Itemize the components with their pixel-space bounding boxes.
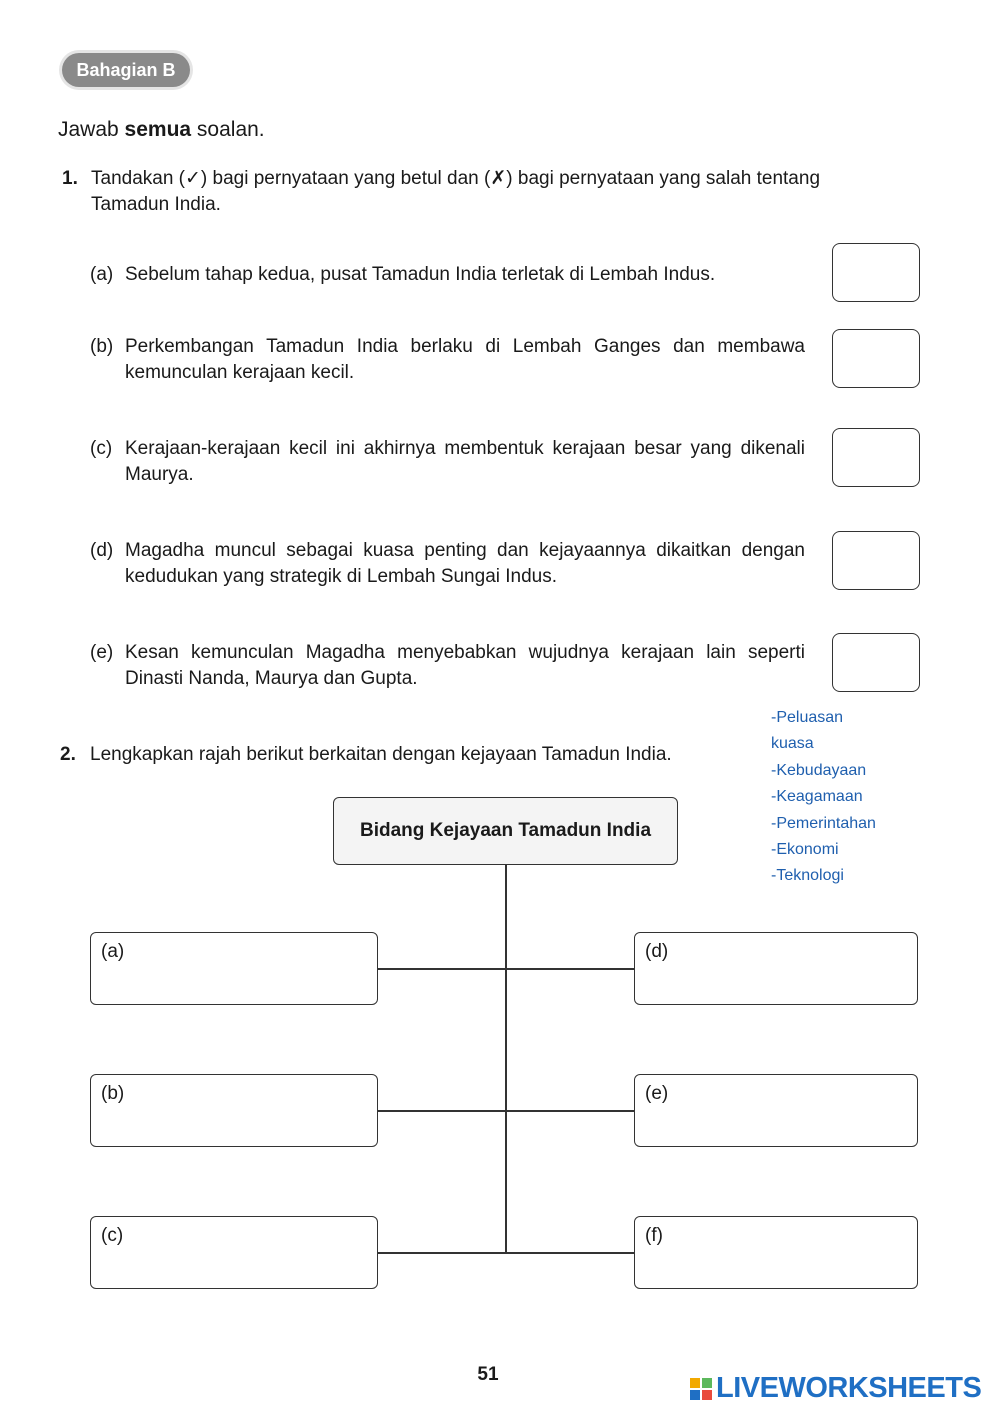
question-1-number: 1. (62, 168, 78, 189)
diagram-connector-row-3 (378, 1252, 634, 1254)
field-label: (a) (101, 941, 125, 962)
answer-box-e[interactable] (832, 633, 920, 692)
diagram-connector-row-1 (378, 968, 634, 970)
word-bank-item: -Kebudayaan (771, 761, 867, 779)
statement-c: (c) Kerajaan-kerajaan kecil ini akhirnya membentuk kerajaan besar yang dikenali Maurya. (90, 438, 805, 485)
answer-field-c[interactable] (90, 1216, 378, 1289)
answer-field-e[interactable] (634, 1074, 918, 1147)
answer-box-b[interactable] (832, 329, 920, 388)
answer-box-d[interactable] (832, 531, 920, 590)
statement-b: (b) Perkembangan Tamadun India berlaku di Lembah Ganges dan membawa kemunculan kerajaan kecil. (90, 336, 805, 383)
field-label: (b) (101, 1083, 125, 1104)
section-badge: Bahagian B (62, 53, 190, 87)
word-bank-item: kuasa (771, 735, 814, 753)
question-2-number: 2. (60, 744, 76, 765)
statement-d: (d) Magadha muncul sebagai kuasa penting dan kejayaannya dikaitkan dengan kedudukan yang strategik di Lembah Sungai Indus. (90, 540, 805, 587)
field-label: (d) (645, 941, 669, 962)
liveworksheets-text: LIVEWORKSHEETS (716, 1372, 982, 1404)
liveworksheets-logo (690, 1372, 981, 1405)
diagram-vertical-connector (505, 865, 507, 1254)
word-bank-item: -Teknologi (771, 867, 844, 885)
field-label: (c) (101, 1225, 124, 1246)
answer-field-f[interactable] (634, 1216, 918, 1289)
logo-square (702, 1390, 712, 1400)
statement-e: (e) Kesan kemunculan Magadha menyebabkan wujudnya kerajaan lain seperti Dinasti Nanda, Maurya dan Gupta. (90, 642, 805, 689)
statement-a: (a) Sebelum tahap kedua, pusat Tamadun India terletak di Lembah Indus. (90, 264, 716, 285)
field-label: (e) (645, 1083, 669, 1104)
diagram-connector-row-2 (378, 1110, 634, 1112)
answer-field-d[interactable] (634, 932, 918, 1005)
word-bank-item: -Peluasan (771, 709, 844, 726)
liveworksheets-grid-icon (690, 1378, 712, 1400)
instruction: Jawab semua soalan. (58, 118, 265, 141)
logo-square (702, 1378, 712, 1388)
question-1-text: 1. Tandakan (✓) bagi pernyataan yang betul dan (✗) bagi pernyataan yang salah tentang Tamadun India. (62, 168, 821, 215)
logo-square (690, 1378, 700, 1388)
field-label: (f) (645, 1225, 663, 1246)
word-bank-item: -Pemerintahan (771, 814, 876, 832)
logo-square (690, 1390, 700, 1400)
answer-field-a[interactable] (90, 932, 378, 1005)
word-bank-item: -Keagamaan (771, 788, 863, 806)
diagram-title: Bidang Kejayaan Tamadun India (333, 797, 678, 865)
answer-box-c[interactable] (832, 428, 920, 487)
question-2-text: 2. Lengkapkan rajah berikut berkaitan dengan kejayaan Tamadun India. (60, 744, 672, 765)
answer-field-b[interactable] (90, 1074, 378, 1147)
page-number: 51 (477, 1364, 499, 1385)
word-bank-item: -Ekonomi (771, 841, 839, 859)
word-bank (771, 705, 876, 890)
answer-box-a[interactable] (832, 243, 920, 302)
